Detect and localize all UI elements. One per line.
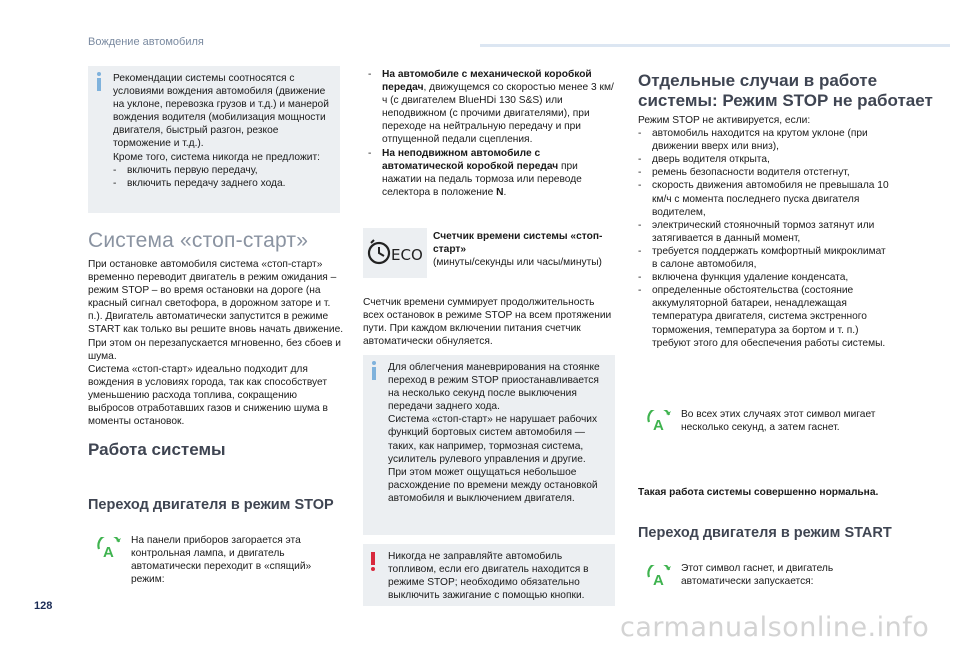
info-icon [97,72,101,92]
warning-box-refueling [363,544,615,606]
list-item-lead: На неподвижном автомобиле с автоматической коробкой передач [382,147,559,172]
info-box-paragraph: Для облегчения маневрирования на стоянке переход в режим STOP приостанавливается на несколько секунд после выключения передачи заднего хода. [388,362,600,413]
subsection-title-stop-mode: Переход двигателя в режим STOP [88,497,334,513]
special-cases-title [638,71,938,111]
svg-text:A: A [653,417,664,434]
list-item-text: , движущемся со скоростью менее 3 км/ч (с двигателем BlueHDi 130 S&S) или неподвижном (с прочими двигателями), при переходе на нейтральную передачу и при отпущенной педали сцепления. [382,82,614,146]
counter-title: Счетчик времени системы «стоп-старт» [433,231,603,256]
counter-subtitle: (минуты/секунды или часы/минуты) [433,257,602,269]
header-rule [480,44,950,47]
page-number: 128 [34,600,53,612]
list-item-text: . [503,186,507,198]
list-item: - включить передачу заднего хода. [113,177,334,190]
info-box-recommendations [88,66,340,213]
normal-operation-note: Такая работа системы совершенно нормальна. [638,487,879,498]
list-item [368,147,618,199]
stop-start-intro [88,258,344,428]
blink-text: Во всех этих случаях этот символ мигает несколько секунд, а затем гаснет. [681,409,876,434]
start-mode-text: Этот символ гаснет, и двигатель автоматически запускается: [681,563,834,588]
stop-mode-text: На панели приборов загорается эта контрольная лампа, и двигатель автоматически переходит в «спящий» режим: [131,535,312,586]
eco-icon-panel [363,228,427,278]
body-paragraph: При остановке автомобиля система «стоп-старт» временно переводит двигатель в режим ожидания – режим STOP – во время остановки на дороге (на красный сигнал светофора, в дорожном заторе и т. п.). Двигатель автоматически запустится в режиме START как только вы решите вновь начать движение. [88,259,344,336]
list-item: - дверь водителя открыта, [638,153,890,166]
stop-inactive-conditions [638,114,890,350]
list-item [368,68,618,147]
svg-text:A: A [103,544,114,561]
gear-letter: N [496,186,504,198]
watermark: carmanualsonline.info [620,612,930,643]
section-title-stop-start: Система «стоп-старт» [88,229,309,252]
eco-icon-label: ECO [391,246,423,264]
eco-icon [367,235,425,271]
info-box-paragraph: Кроме того, система никогда не предложит: [113,151,320,163]
transmission-conditions [368,68,618,199]
body-paragraph: Режим STOP не активируется, если: [638,115,811,126]
stop-start-off-icon [647,565,673,589]
list-item: - электрический стояночный тормоз затянут или затягивается в данный момент, [638,219,890,245]
list-item: - скорость движения автомобиля не превышала 10 км/ч с момента последнего пуска двигателя водителем, [638,179,890,218]
list-item: - включить первую передачу, [113,164,334,177]
svg-text:A: A [653,572,664,589]
stop-start-blinking-icon [647,410,673,434]
info-box-paragraph: Система «стоп-старт» не нарушает рабочих функций бортовых систем автомобиля — таких, как например, тормозная система, усилитель рулевого управления и другие. [388,414,598,465]
list-item-lead: На автомобиле с механической коробкой передач [382,69,592,94]
list-item: - определенные обстоятельства (состояние аккумуляторной батареи, ненадлежащая температура двигателя, система экстренного торможения, температура за бортом и т. п.) требуют этого для обеспечения работы системы. [638,284,890,349]
special-cases-title-line: Отдельные случаи в работе [638,71,878,90]
warning-icon [371,552,376,572]
special-cases-title-line: системы: Режим STOP не работает [638,91,933,110]
stop-start-indicator-icon [97,537,123,561]
list-item: - автомобиль находится на крутом уклоне (при движении вверх или вниз), [638,127,890,153]
info-icon [372,361,376,381]
section-title-operation: Работа системы [88,440,226,459]
list-item: - включена функция удаление конденсата, [638,271,890,284]
info-box-paragraph: При этом может ощущаться небольшое расхождение по времени между остановкой автомобиля и выключением двигателя. [388,466,598,504]
body-paragraph: При этом он перезапускается мгновенно, без сбоев и шума. [88,337,341,362]
counter-text: Счетчик времени суммирует продолжительность всех остановок в режиме STOP на всем протяжении пути. При каждом включении питания счетчик автоматически обнуляется. [363,297,612,348]
warning-text: Никогда не заправляйте автомобиль топливом, если его двигатель находится в режиме STOP; необходимо обязательно выключить зажигание с помощью кнопки. [388,551,589,602]
list-item: - требуется поддержать комфортный микроклимат в салоне автомобиля, [638,245,890,271]
subsection-title-start-mode: Переход двигателя в режим START [638,525,892,541]
info-box-maneuvering [363,355,615,535]
list-item-text: при нажатии на педаль тормоза или переводе селектора в положение [382,160,582,198]
list-item: - ремень безопасности водителя отстегнут, [638,166,890,179]
info-box-paragraph: Рекомендации системы соотносятся с условиями вождения автомобиля (движение на уклоне, перевозка грузов и т.д.) и манерой вождения водителя (мобилизация мощности двигателя, быстрый разгон, резкое торможение и т.д.). [113,73,329,150]
running-header-title: Вождение автомобиля [88,36,204,48]
body-paragraph: Система «стоп-старт» идеально подходит для вождения в условиях города, так как способствует уменьшению расхода топлива, сокращению выбросов отработавших газов и снижению шума в моменты остановок. [88,363,328,428]
counter-heading [433,230,615,269]
